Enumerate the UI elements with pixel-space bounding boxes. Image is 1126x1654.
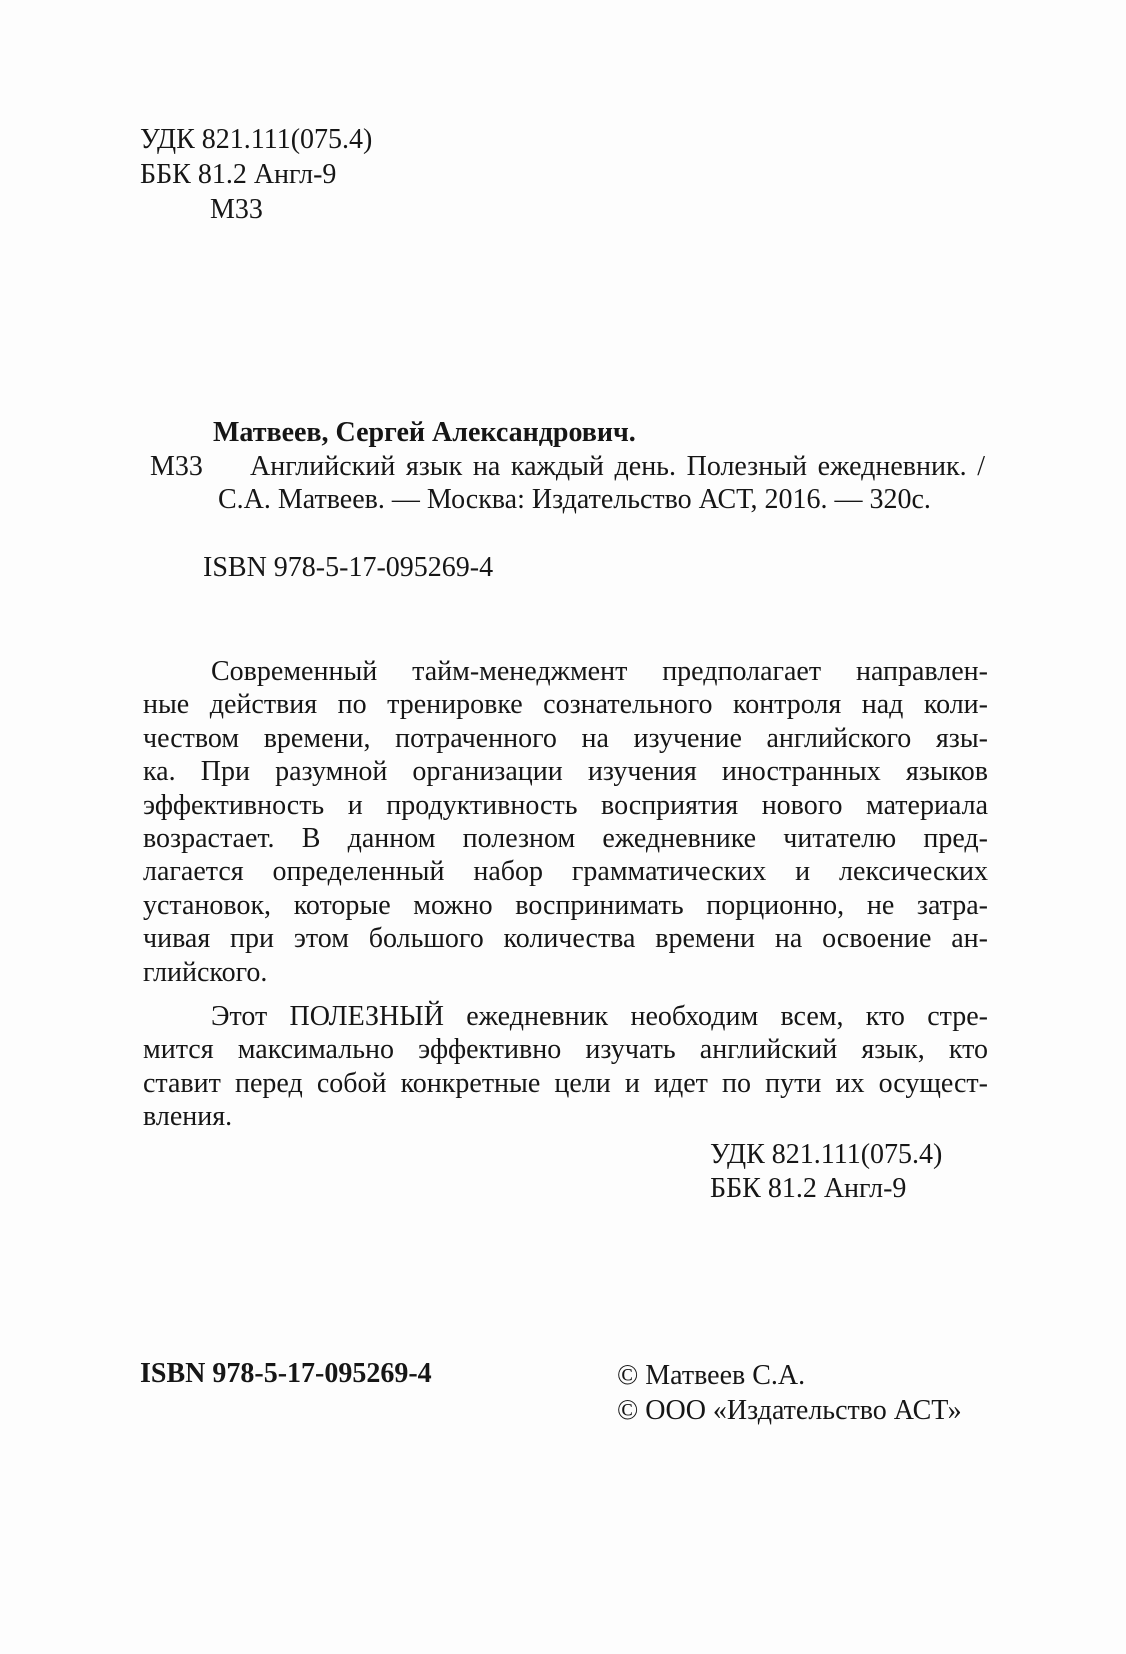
record-code: М33 (150, 450, 203, 482)
text-line: установок, которые можно воспринимать порционно, не затра- (143, 889, 988, 921)
copyright-author: © Матвеев С.А. (617, 1360, 806, 1391)
annotation-paragraph-2 (143, 1000, 988, 1134)
text-line: ные действия по тренировке сознательного контроля над коли- (143, 689, 988, 721)
record-title-row (150, 450, 985, 484)
author-heading: Матвеев, Сергей Александрович. (213, 417, 636, 448)
text-line: ставит перед собой конкретные цели и идет по пути их осущест- (143, 1067, 988, 1099)
text-line: вления. (143, 1101, 233, 1133)
bbk-code: ББК 81.2 Англ-9 (140, 159, 337, 190)
annotation-paragraph-1 (143, 655, 988, 989)
isbn-footer: ISBN 978-5-17-095269-4 (140, 1358, 432, 1389)
isbn-number: ISBN 978-5-17-095269-4 (203, 552, 494, 583)
record-title-line: Английский язык на каждый день. Полезный ежедневник. / (250, 450, 985, 482)
text-line: Этот ПОЛЕЗНЫЙ ежедневник необходим всем, кто стре- (211, 1001, 988, 1032)
top-codes-block (140, 122, 372, 227)
copyright-block (617, 1358, 962, 1428)
record-continuation: С.А. Матвеев. — Москва: Издательство АСТ, 2016. — 320с. (218, 484, 931, 515)
udk-code-bottom: УДК 821.111(075.4) (710, 1139, 943, 1170)
text-line: эффективность и продуктивность восприятия нового материала (143, 789, 988, 821)
text-line: лагается определенный набор грамматических и лексических (143, 856, 988, 888)
text-line: чеством времени, потраченного на изучение английского язы- (143, 722, 988, 754)
copyright-publisher: © ООО «Издательство АСТ» (617, 1395, 962, 1426)
bbk-code-bottom: ББК 81.2 Англ-9 (710, 1172, 907, 1204)
bibliographic-record (150, 416, 985, 517)
bottom-codes-block (710, 1138, 942, 1205)
text-line: ка. При разумной организации изучения иностранных языков (143, 756, 988, 788)
text-line: чивая при этом большого количества времени на освоение ан- (143, 923, 988, 955)
author-sign-code: М33 (210, 194, 263, 225)
text-line: возрастает. В данном полезном ежедневнике читателю пред- (143, 823, 988, 855)
text-line: мится максимально эффективно изучать английский язык, кто (143, 1034, 988, 1066)
udk-code: УДК 821.111(075.4) (140, 124, 373, 155)
text-line: глийского. (143, 956, 268, 988)
text-line: Современный тайм-менеджмент предполагает направлен- (211, 656, 988, 687)
